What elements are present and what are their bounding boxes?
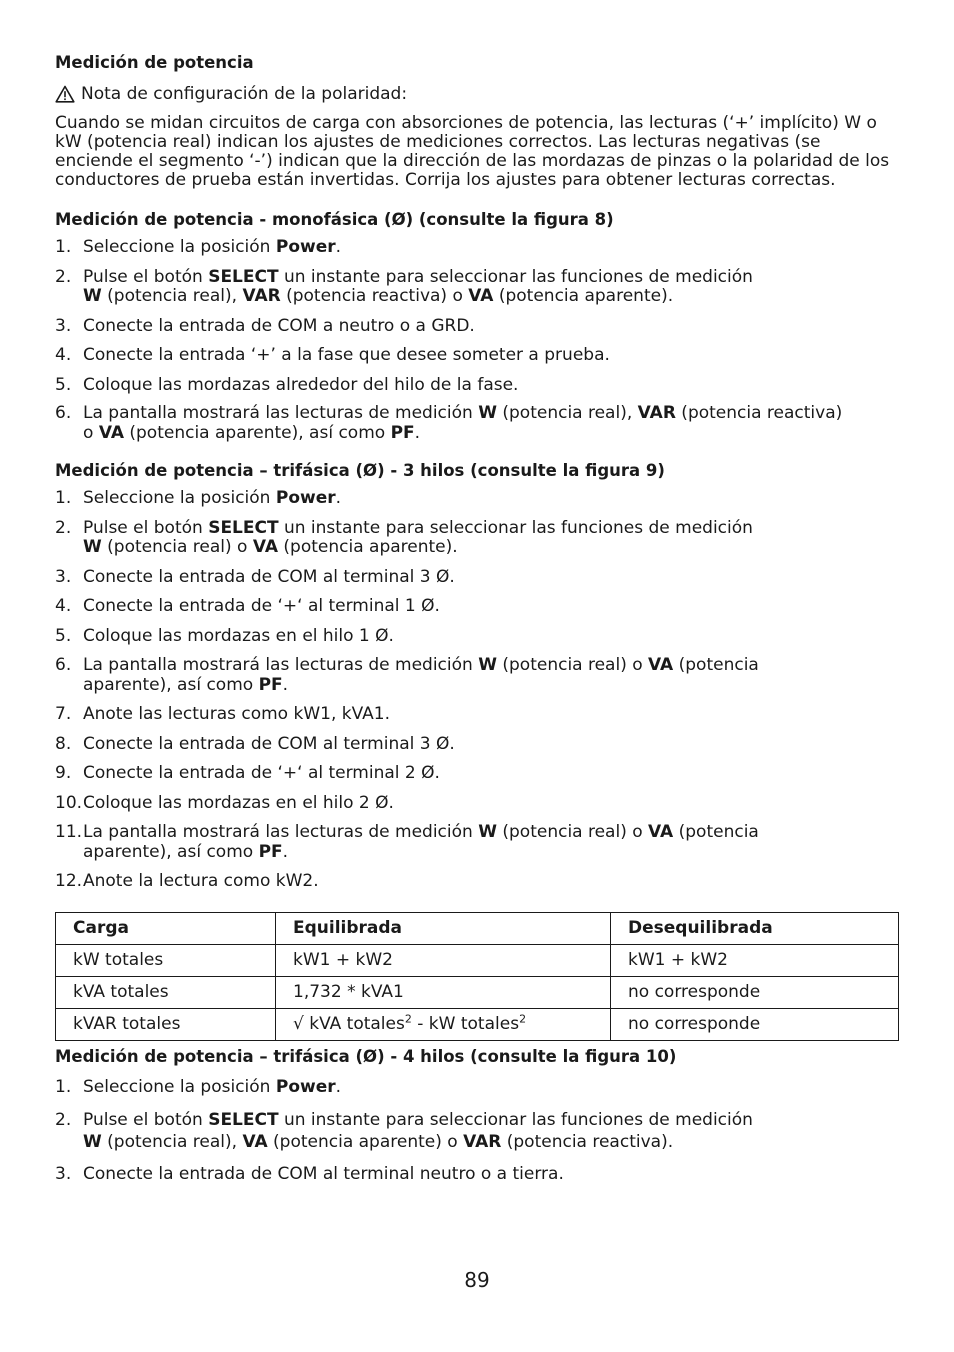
table-cell: kVAR totales <box>56 1008 276 1040</box>
heading-three-phase-3-wire: Medición de potencia – trifásica (Ø) - 3 hilos (consulte la figura 9) <box>55 461 665 480</box>
list-item: 7. Anote las lecturas como kW1, kVA1. <box>55 704 390 724</box>
warning-icon <box>55 85 75 103</box>
steps-three-phase-3-wire <box>55 489 900 892</box>
list-item: 2. Pulse el botón SELECT un instante para seleccionar las funciones de medición W (potencia real), VAR (potencia reactiva) o VA (potencia aparente). <box>55 266 753 306</box>
note-label: Nota de configuración de la polaridad: <box>81 84 408 104</box>
list-item: 2. Pulse el botón SELECT un instante para seleccionar las funciones de medición W (potencia real), VA (potencia aparente) o VAR (potencia reactiva). <box>55 1110 753 1152</box>
list-item: 6. La pantalla mostrará las lecturas de medición W (potencia real) o VA (potencia aparente), así como PF. <box>55 655 759 695</box>
list-item: 9. Conecte la entrada de ‘+‘ al terminal 2 Ø. <box>55 763 440 783</box>
list-item: 1. Seleccione la posición Power. <box>55 1076 342 1097</box>
table-header: Equilibrada <box>276 912 611 944</box>
heading-single-phase: Medición de potencia - monofásica (Ø) (consulte la figura 8) <box>55 210 614 229</box>
table-cell: kW1 + kW2 <box>611 944 899 976</box>
table-cell: kW totales <box>56 944 276 976</box>
list-item: 11. La pantalla mostrará las lecturas de medición W (potencia real) o VA (potencia aparente), así como PF. <box>55 822 759 862</box>
page-content <box>55 50 900 1185</box>
intro-paragraph: Cuando se midan circuitos de carga con absorciones de potencia, las lecturas (‘+’ implícito) W o kW (potencia real) indican los ajustes de mediciones correctos. Las lecturas negativas (se enciende el segmento ‘-’) indican que la dirección de las mordazas de pinzas o la polaridad de los conductores de prueba están invertidas. Corrija los ajustes para obtener lecturas correctas. <box>55 113 890 190</box>
list-item: 1. Seleccione la posición Power. <box>55 237 342 257</box>
table-row <box>56 1008 899 1040</box>
list-item: 10. Coloque las mordazas en el hilo 2 Ø. <box>55 792 394 813</box>
table-cell: kVA totales <box>56 976 276 1008</box>
steps-single-phase <box>55 238 900 443</box>
table-header: Desequilibrada <box>611 912 899 944</box>
list-item: 5. Coloque las mordazas en el hilo 1 Ø. <box>55 625 394 646</box>
list-item: 4. Conecte la entrada ‘+’ a la fase que desee someter a prueba. <box>55 345 610 365</box>
table-cell: no corresponde <box>611 1008 899 1040</box>
list-item: 3. Conecte la entrada de COM a neutro o a GRD. <box>55 315 475 336</box>
table-row <box>56 976 899 1008</box>
list-item: 6. La pantalla mostrará las lecturas de medición W (potencia real), VAR (potencia reactiva) o VA (potencia aparente), así como PF. <box>55 403 843 443</box>
heading-three-phase-4-wire: Medición de potencia – trifásica (Ø) - 4 hilos (consulte la figura 10) <box>55 1046 677 1066</box>
list-item: 12. Anote la lectura como kW2. <box>55 871 319 891</box>
table-row <box>56 944 899 976</box>
table-header-row <box>56 912 899 944</box>
list-item: 4. Conecte la entrada de ‘+‘ al terminal 1 Ø. <box>55 596 440 616</box>
list-item: 2. Pulse el botón SELECT un instante para seleccionar las funciones de medición W (potencia real) o VA (potencia aparente). <box>55 517 753 557</box>
table-cell-formula: √ kVA totales$^2$ - kW totales$^2$ <box>276 1008 611 1040</box>
table-cell: no corresponde <box>611 976 899 1008</box>
table-cell: 1,732 * kVA1 <box>276 976 611 1008</box>
list-item: 3. Conecte la entrada de COM al terminal neutro o a tierra. <box>55 1164 564 1184</box>
section-title: Medición de potencia <box>55 53 254 72</box>
power-table <box>55 912 899 1041</box>
list-item: 3. Conecte la entrada de COM al terminal 3 Ø. <box>55 566 455 587</box>
table-header: Carga <box>56 912 276 944</box>
list-item: 1. Seleccione la posición Power. <box>55 488 342 508</box>
table-cell: kW1 + kW2 <box>276 944 611 976</box>
list-item: 5. Coloque las mordazas alrededor del hilo de la fase. <box>55 374 519 395</box>
polarity-note <box>55 84 900 104</box>
page-number: 89 <box>464 1268 490 1292</box>
steps-three-phase-4-wire <box>55 1078 900 1185</box>
list-item: 8. Conecte la entrada de COM al terminal 3 Ø. <box>55 733 455 754</box>
